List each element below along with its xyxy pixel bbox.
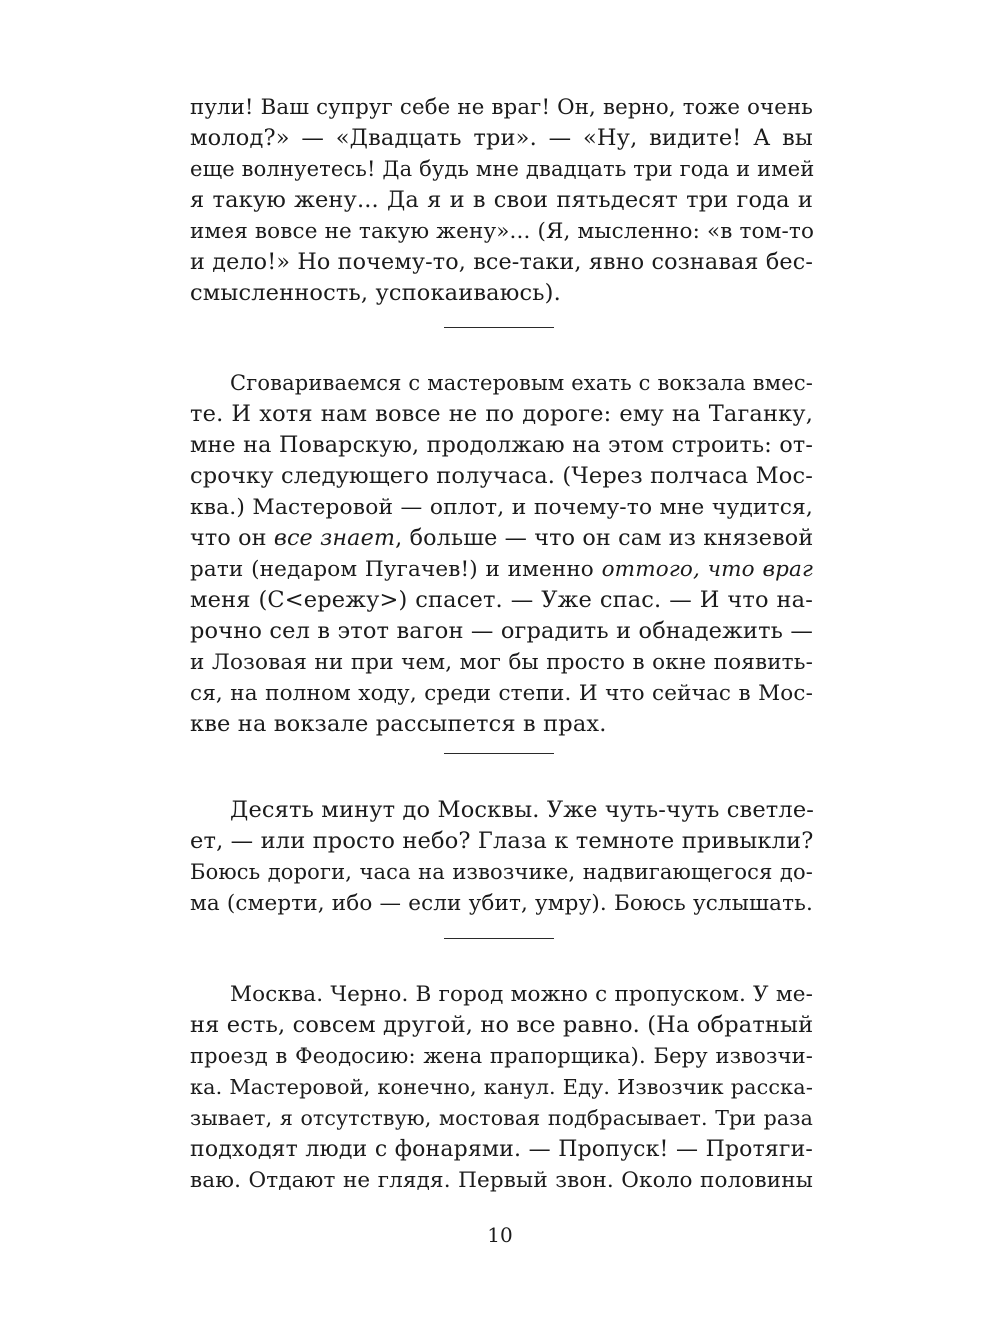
page-number: 10	[487, 1223, 513, 1247]
text-line: те. И хотя нам вовсе не по дороге: ему на Таганку,	[190, 401, 813, 427]
text-line: ма (смерти, ибо — если убит, умру). Боюсь услышать.	[190, 891, 813, 916]
text-line: молод?» — «Двадцать три». — «Ну, видите! А вы	[190, 125, 813, 151]
text-line: я такую жену... Да я и в свои пятьдесят три года и	[190, 187, 813, 213]
text-line: ет, — или просто небо? Глаза к темноте привыкли?	[190, 828, 814, 854]
text-line: Десять минут до Москвы. Уже чуть-чуть светле-	[230, 797, 815, 823]
text-line: ваю. Отдают не глядя. Первый звон. Около половины	[190, 1168, 813, 1193]
text-line: Москва. Черно. В город можно с пропуском. У ме-	[230, 982, 813, 1007]
text-line: пули! Ваш супруг себе не враг! Он, верно, тоже очень	[190, 95, 813, 120]
text-line: подходят люди с фонарями. — Пропуск! — Протяги-	[190, 1137, 813, 1162]
paragraph-1	[190, 92, 813, 309]
section-divider	[444, 938, 554, 939]
text-line: ня есть, совсем другой, но все равно. (На обратный	[190, 1012, 814, 1038]
text-line: еще волнуетесь! Да будь мне двадцать три года и имей	[190, 157, 815, 181]
paragraph-2	[190, 368, 813, 740]
text-line: имея вовсе не такую жену»... (Я, мысленно: «в том-то	[190, 219, 815, 244]
text-line: меня (С<ережу>) спасет. — Уже спас. — И что на-	[190, 587, 813, 613]
text-run: , больше — что он сам из князевой	[395, 525, 814, 551]
section-divider	[444, 327, 554, 328]
italic-run: оттого, что враг	[601, 557, 813, 582]
text-line: рочно сел в этот вагон — оградить и обнадежить —	[190, 618, 814, 644]
text-line	[190, 523, 813, 554]
italic-run: все знает	[273, 525, 396, 551]
text-line: проезд в Феодосию: жена прапорщика). Беру извозчи-	[190, 1044, 813, 1068]
paragraph-3	[190, 795, 813, 919]
text-line: срочку следующего получаса. (Через полчаса Мос-	[190, 463, 813, 489]
section-divider	[444, 753, 554, 754]
text-line: смысленность, успокаиваюсь).	[190, 280, 561, 306]
text-line	[190, 554, 813, 585]
text-line: ка. Мастеровой, конечно, канул. Еду. Извозчик расска-	[190, 1075, 813, 1099]
text-run: рати (недаром Пугачев!) и именно	[190, 557, 602, 582]
text-line: мне на Поварскую, продолжаю на этом строить: от-	[190, 432, 813, 458]
text-run: что он	[190, 525, 274, 551]
text-line: зывает, я отсутствую, мостовая подбрасывает. Три раза	[190, 1106, 813, 1130]
text-line: ква.) Мастеровой — оплот, и почему-то мне чудится,	[190, 495, 813, 520]
text-line: Боюсь дороги, часа на извозчике, надвигающегося до-	[190, 860, 813, 884]
text-line: ся, на полном ходу, среди степи. И что сейчас в Мос-	[190, 681, 813, 706]
text-line: и дело!» Но почему-то, все-таки, явно сознавая бес-	[190, 249, 813, 275]
text-line: и Лозовая ни при чем, мог бы просто в окне появить-	[190, 650, 813, 675]
paragraph-4	[190, 979, 813, 1196]
text-line: кве на вокзале рассыпется в прах.	[190, 711, 607, 737]
text-line: Сговариваемся с мастеровым ехать с вокзала вмес-	[230, 371, 813, 395]
